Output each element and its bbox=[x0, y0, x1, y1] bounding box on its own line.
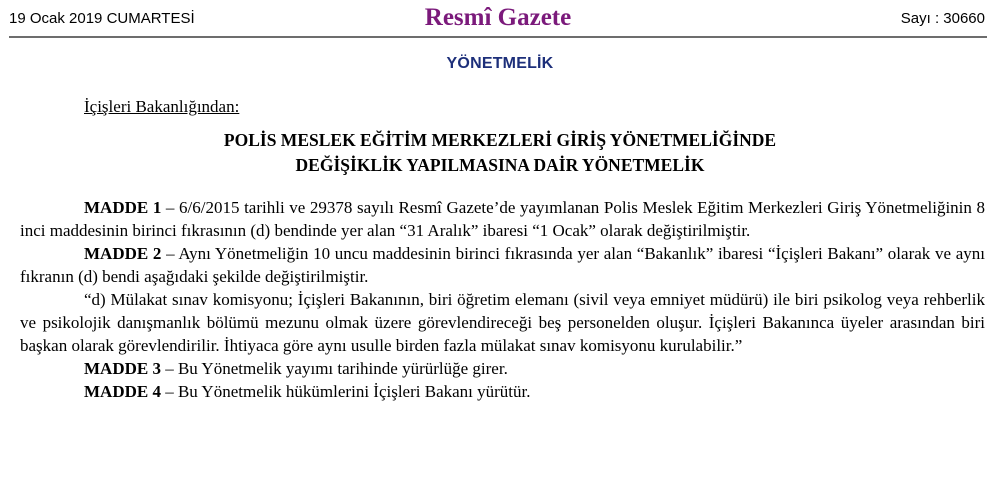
regulation-title bbox=[0, 128, 1000, 178]
section-heading: YÖNETMELİK bbox=[446, 55, 554, 72]
amended-clause-d bbox=[20, 288, 985, 357]
article-text: “d) Mülakat sınav komisyonu; İçişleri Bakanının, biri öğretim elemanı (sivil veya emniyet müdürü) ile biri psikolog veya rehberlik ve psikolojik danışmanlık bölümü mezunu olmak üzere görevlendireceği beş personelden oluşur. İçişleri Bakanınca üyeler arasından biri başkan olarak görevlendirilir. İhtiyaca göre aynı usulle birden fazla mülakat sınav komisyonu kurulabilir.” bbox=[20, 290, 985, 355]
gazette-header bbox=[9, 6, 987, 38]
article-2 bbox=[20, 242, 985, 288]
publication-date: 19 Ocak 2019 CUMARTESİ bbox=[9, 10, 195, 27]
article-text: – Bu Yönetmelik hükümlerini İçişleri Bakanı yürütür. bbox=[160, 382, 531, 401]
article-text: – 6/6/2015 tarihli ve 29378 sayılı Resmî Gazete’de yayımlanan Polis Meslek Eğitim Merkezleri Giriş Yönetmeliğinin 8 inci maddesinin birinci fıkrasının (d) bendinde yer alan “31 Aralık” ibaresi “1 Ocak” olarak değiştirilmiştir. bbox=[20, 198, 986, 240]
article-text: – Bu Yönetmelik yayımı tarihinde yürürlüğe girer. bbox=[160, 359, 508, 378]
article-label: MADDE 2 bbox=[84, 244, 162, 263]
article-label: MADDE 1 bbox=[84, 198, 162, 217]
issuing-authority: İçişleri Bakanlığından: bbox=[84, 97, 240, 116]
regulation-body bbox=[20, 196, 985, 403]
article-label: MADDE 4 bbox=[84, 382, 161, 401]
regulation-title-line-2: DEĞİŞİKLİK YAPILMASINA DAİR YÖNETMELİK bbox=[295, 155, 705, 175]
article-4 bbox=[20, 380, 985, 403]
article-1 bbox=[20, 196, 985, 242]
article-label: MADDE 3 bbox=[84, 359, 161, 378]
article-3 bbox=[20, 357, 985, 380]
regulation-title-line-1: POLİS MESLEK EĞİTİM MERKEZLERİ GİRİŞ YÖNETMELİĞİNDE bbox=[223, 130, 777, 150]
article-text: – Aynı Yönetmeliğin 10 uncu maddesinin birinci fıkrasında yer alan “Bakanlık” ibaresi “İçişleri Bakanı” olarak ve aynı fıkranın (d) bendi aşağıdaki şekilde değiştirilmiştir. bbox=[20, 244, 985, 286]
issue-number: Sayı : 30660 bbox=[900, 10, 985, 27]
gazette-title: Resmî Gazete bbox=[424, 4, 572, 31]
